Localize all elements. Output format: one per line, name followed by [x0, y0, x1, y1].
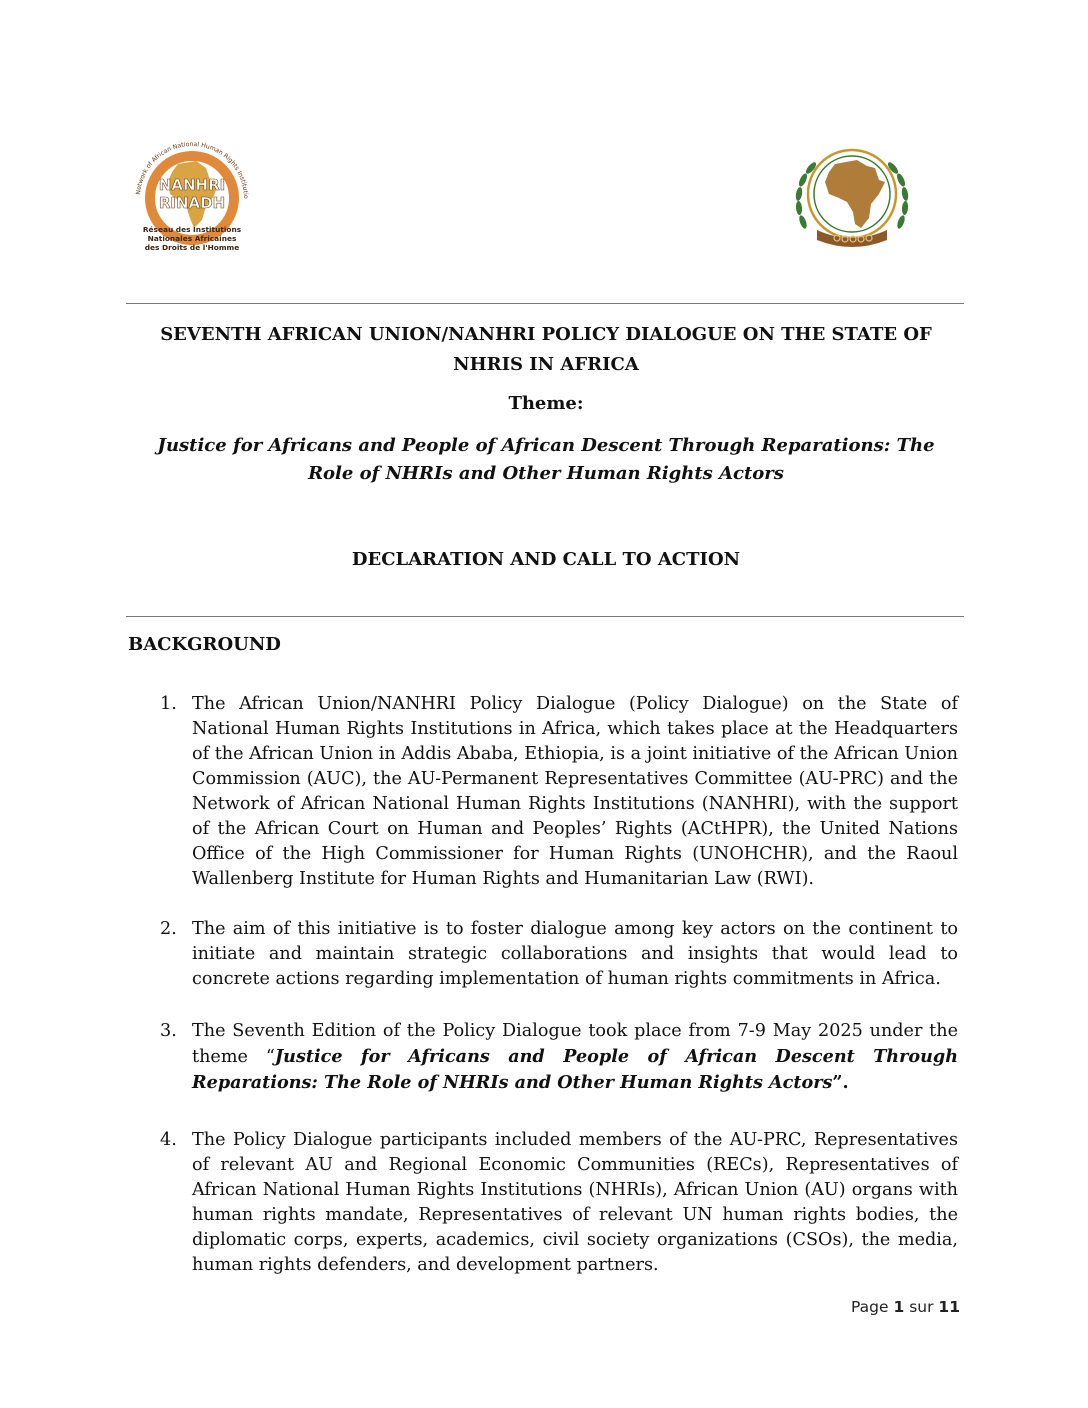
paragraph-1: The African Union/NANHRI Policy Dialogue (Policy Dialogue) on the State of National Human Rights Institutions in Africa, which takes place at the Headquarters of the African Union in Addis Ababa, Ethiopia, is a joint initiative of the African Union Commission (AUC), the AU-Permanent Representatives Committee (AU-PRC) and the Network of African National Human Rights Institutions (NANHRI), with the support of the African Court on Human and Peoples’ Rights (ACtHPR), the United Nations Office of the High Commissioner for Human Rights (UNOHCHR), and the Raoul Wallenberg Institute for Human Rights and Humanitarian Law (RWI).	[192, 694, 958, 889]
paragraph-number: 1.	[160, 694, 177, 714]
paragraph-number: 2.	[160, 919, 177, 939]
nanhri-subtitle-1: Réseau des Institutions	[142, 225, 242, 234]
paragraph-2: The aim of this initiative is to foster dialogue among key actors on the continent to initiate and maintain strategic collaborations and insights that would lead to concrete actions regarding implementation of human rights commitments in Africa.	[192, 919, 958, 989]
nanhri-subtitle-3: des Droits de l'Homme	[144, 243, 240, 252]
of-word: sur	[909, 1298, 934, 1316]
nanhri-logo	[126, 128, 256, 258]
theme-label: Theme:	[508, 393, 584, 414]
page-word: Page	[851, 1298, 889, 1316]
paragraph-number: 4.	[160, 1130, 177, 1150]
paragraph-4: The Policy Dialogue participants included members of the AU-PRC, Representatives of relevant AU and Regional Economic Communities (RECs), Representatives of African National Human Rights Institutions (NHRIs), African Union (AU) organs with human rights mandate, Representatives of relevant UN human rights bodies, the diplomatic corps, experts, academics, civil society organizations (CSOs), the media, human rights defenders, and development partners.	[192, 1130, 958, 1275]
paragraph-3	[192, 1019, 958, 1096]
paragraph-3-intro: The Seventh Edition of the Policy Dialogue took place from 7-9 May 2025 under the theme “	[192, 1021, 958, 1067]
rinadh-wordmark: RINADH	[158, 194, 226, 212]
nanhri-arc-text: Network of African National Human Rights Institutio	[135, 140, 250, 199]
page-number-footer	[851, 1298, 960, 1316]
paragraph-number: 3.	[160, 1021, 177, 1041]
paragraph-3-closing: ”.	[832, 1072, 849, 1093]
document-title: SEVENTH AFRICAN UNION/NANHRI POLICY DIALOGUE ON THE STATE OF NHRIS IN AFRICA	[160, 324, 932, 375]
african-union-emblem	[787, 142, 917, 257]
theme-text: Justice for Africans and People of African Descent Through Reparations: The Role of NHRIs and Other Human Rights Actors	[157, 435, 935, 484]
current-page-number: 1	[893, 1298, 905, 1316]
declaration-heading: DECLARATION AND CALL TO ACTION	[351, 549, 741, 570]
au-emblem-graphic	[787, 142, 917, 257]
background-heading: BACKGROUND	[128, 634, 281, 655]
total-pages-number: 11	[938, 1298, 960, 1316]
section-divider	[126, 616, 964, 617]
nanhri-logo-graphic	[126, 128, 256, 258]
paragraph-3-theme-emphasis: Justice for Africans and People of African Descent Through Reparations: The Role of NHRIs and Other Human Rights Actors	[192, 1046, 958, 1093]
nanhri-subtitle-2: Nationales Africaines	[147, 234, 237, 243]
top-divider	[126, 303, 964, 304]
nanhri-wordmark: NANHRI	[158, 176, 226, 194]
